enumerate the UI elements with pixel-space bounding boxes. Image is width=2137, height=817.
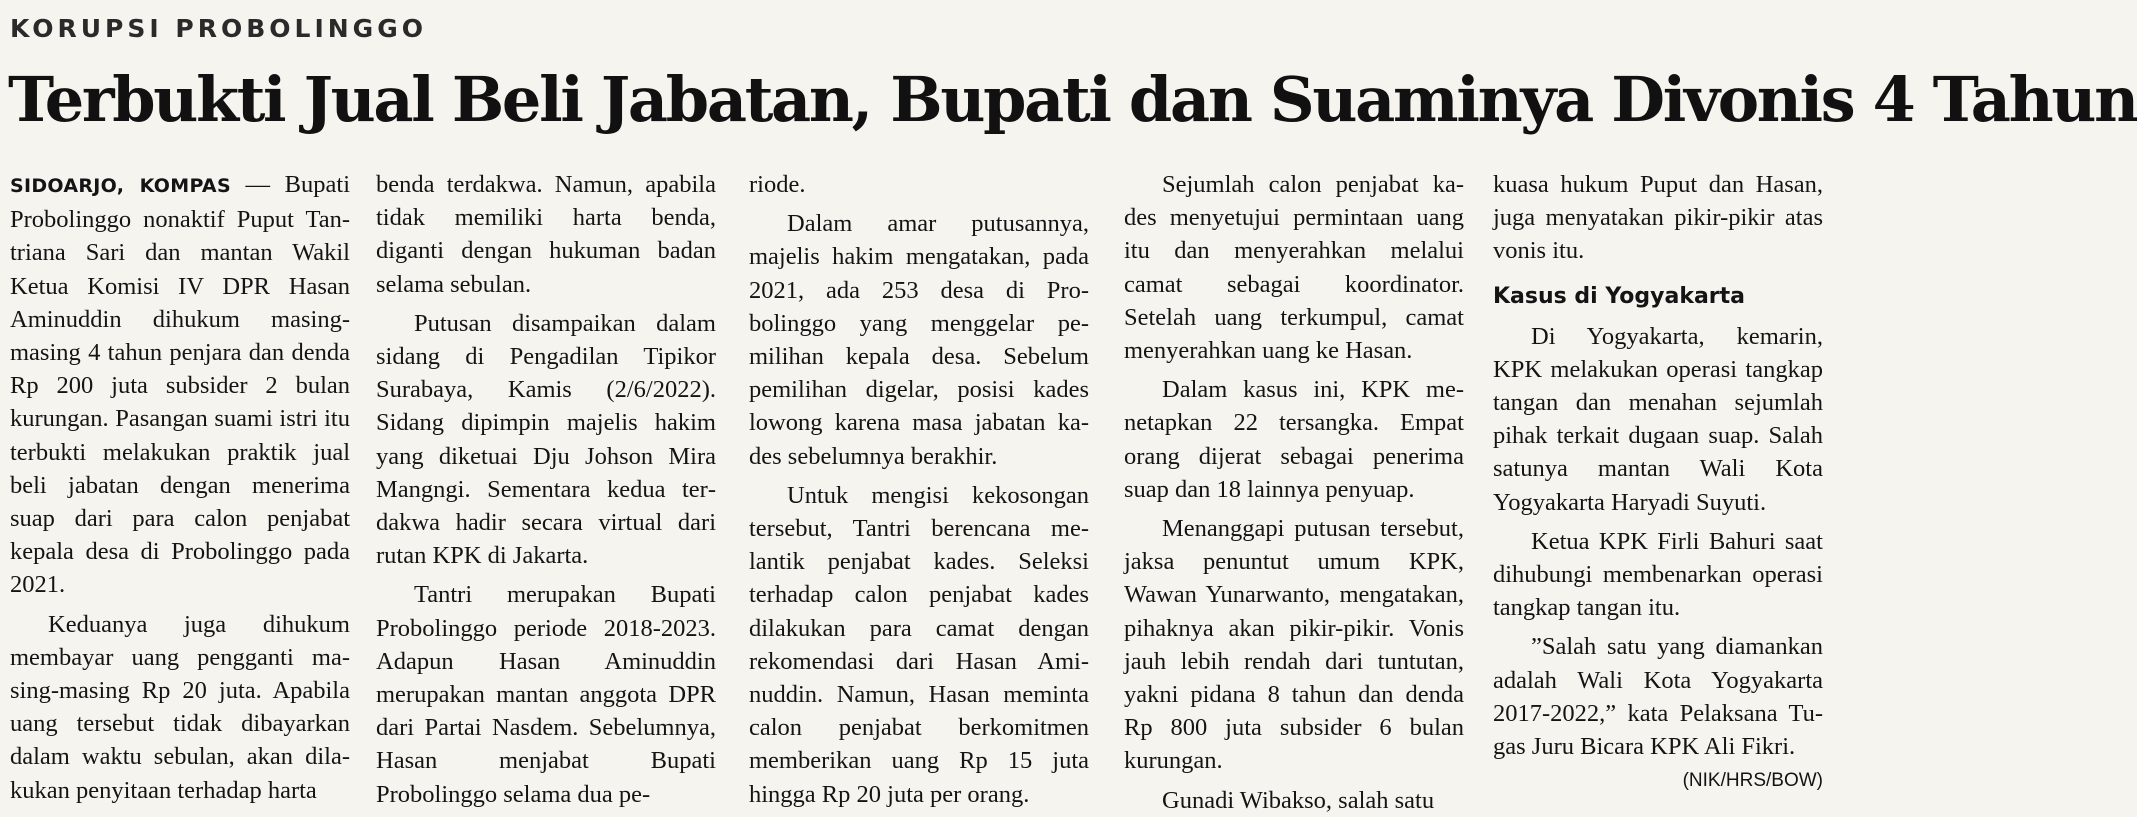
article-paragraph: Gunadi Wibakso, salah satu (1162, 786, 1435, 814)
article-column-3 (749, 168, 1089, 811)
article-column-2 (376, 168, 716, 811)
article-paragraph: Putusan disampaikan dalam sidang di Pengadilan Tipikor Surabaya, Kamis (2/6/2022). Sidang dipimpin majelis hakim yang diketuai Dju Johson Mira Mangngi. Sementara kedua terdakwa hadir secara virtual dari rutan KPK di Jakarta. (376, 309, 716, 570)
section-subheading: Kasus di Yogyakarta (1493, 283, 1746, 309)
article-paragraph: riode. (749, 171, 806, 198)
article-column-1 (10, 168, 350, 807)
article-paragraph: ”Salah satu yang diamankan adalah Wali Kota Yogyakarta 2017-2022,” kata Pelaksana Tugas Juru Bicara KPK Ali Fikri. (1493, 633, 1823, 761)
article-paragraph: Untuk mengisi kekosongan tersebut, Tantri berencana melantik penjabat kades. Seleksi terhadap calon penjabat kades dilakukan para camat dengan rekomendasi dari Hasan Aminuddin. Namun, Hasan meminta calon penjabat berkomitmen memberikan uang Rp 15 juta hingga Rp 20 juta per orang. (749, 481, 1089, 808)
article-column-4 (1124, 168, 1464, 817)
article-paragraph (10, 168, 350, 602)
article-paragraph: Di Yogyakarta, kemarin, KPK melakukan operasi tangkap tangan dan menahan sejumlah pihak terkait dugaan suap. Salah satunya mantan Wali Kota Yogyakarta Haryadi Suyuti. (1493, 322, 1823, 516)
article-paragraph: benda terdakwa. Namun, apabila tidak memiliki harta benda, diganti dengan hukuman badan selama sebulan. (376, 171, 716, 298)
author-credit: (NIK/HRS/BOW) (1682, 770, 1823, 792)
article-paragraph: Sejumlah calon penjabat kades menyetujui permintaan uang itu dan menyerahkan melalui camat sebagai koordinator. Setelah uang terkumpul, camat menyerahkan uang ke Hasan. (1124, 171, 1464, 365)
dateline: SIDOARJO, KOMPAS (10, 175, 231, 197)
article-column-5 (1493, 168, 1823, 795)
dateline-separator: — (230, 171, 285, 198)
article-paragraph: Tantri merupakan Bupati Probolinggo periode 2018-2023. Adapun Hasan Aminuddin merupakan mantan anggota DPR dari Partai Nasdem. Sebelumnya, Hasan menjabat Bupati Probolinggo selama dua pe- (376, 581, 716, 808)
article-paragraph: Ketua KPK Firli Bahuri saat dihubungi membenarkan operasi tangkap tangan itu. (1493, 527, 1823, 622)
article-paragraph: Dalam amar putusannya, majelis hakim mengatakan, pada 2021, ada 253 desa di Probolinggo yang menggelar pemilihan kepala desa. Sebelum pemilihan digelar, posisi kades lowong karena masa jabatan kades sebelumnya berakhir. (749, 210, 1089, 470)
article-paragraph: Menanggapi putusan tersebut, jaksa penuntut umum KPK, Wawan Yunarwanto, mengatakan, pihaknya akan pikir-pikir. Vonis jauh lebih rendah dari tuntutan, yakni pidana 8 tahun dan denda Rp 800 juta subsider 6 bulan kurungan. (1124, 515, 1464, 775)
article-headline: Terbukti Jual Beli Jabatan, Bupati dan Suaminya Divonis 4 Tahun (8, 63, 2137, 136)
article-paragraph: kuasa hukum Puput dan Hasan, juga menyatakan pikir-pikir atas vonis itu. (1493, 171, 1823, 265)
article-paragraph: Dalam kasus ini, KPK menetapkan 22 tersangka. Empat orang dijerat sebagai penerima suap dan 18 lainnya penyuap. (1124, 376, 1464, 503)
paragraph-text: Bupati Probolinggo nonaktif Puput Tantriana Sari dan mantan Wakil Ketua Komisi IV DPR Hasan Aminuddin dihukum masing-masing 4 tahun penjara dan denda Rp 200 juta subsider 2 bulan kurungan. Pasangan suami istri itu terbukti melakukan praktik jual beli jabatan dengan menerima suap dari para calon penjabat kepala desa di Probolinggo pada 2021. (10, 171, 351, 599)
article-kicker: KORUPSI PROBOLINGGO (10, 14, 427, 43)
article-paragraph: Keduanya juga dihukum membayar uang pengganti masing-masing Rp 20 juta. Apabila uang tersebut tidak dibayarkan dalam waktu sebulan, akan dilakukan penyitaan terhadap harta (10, 610, 350, 804)
